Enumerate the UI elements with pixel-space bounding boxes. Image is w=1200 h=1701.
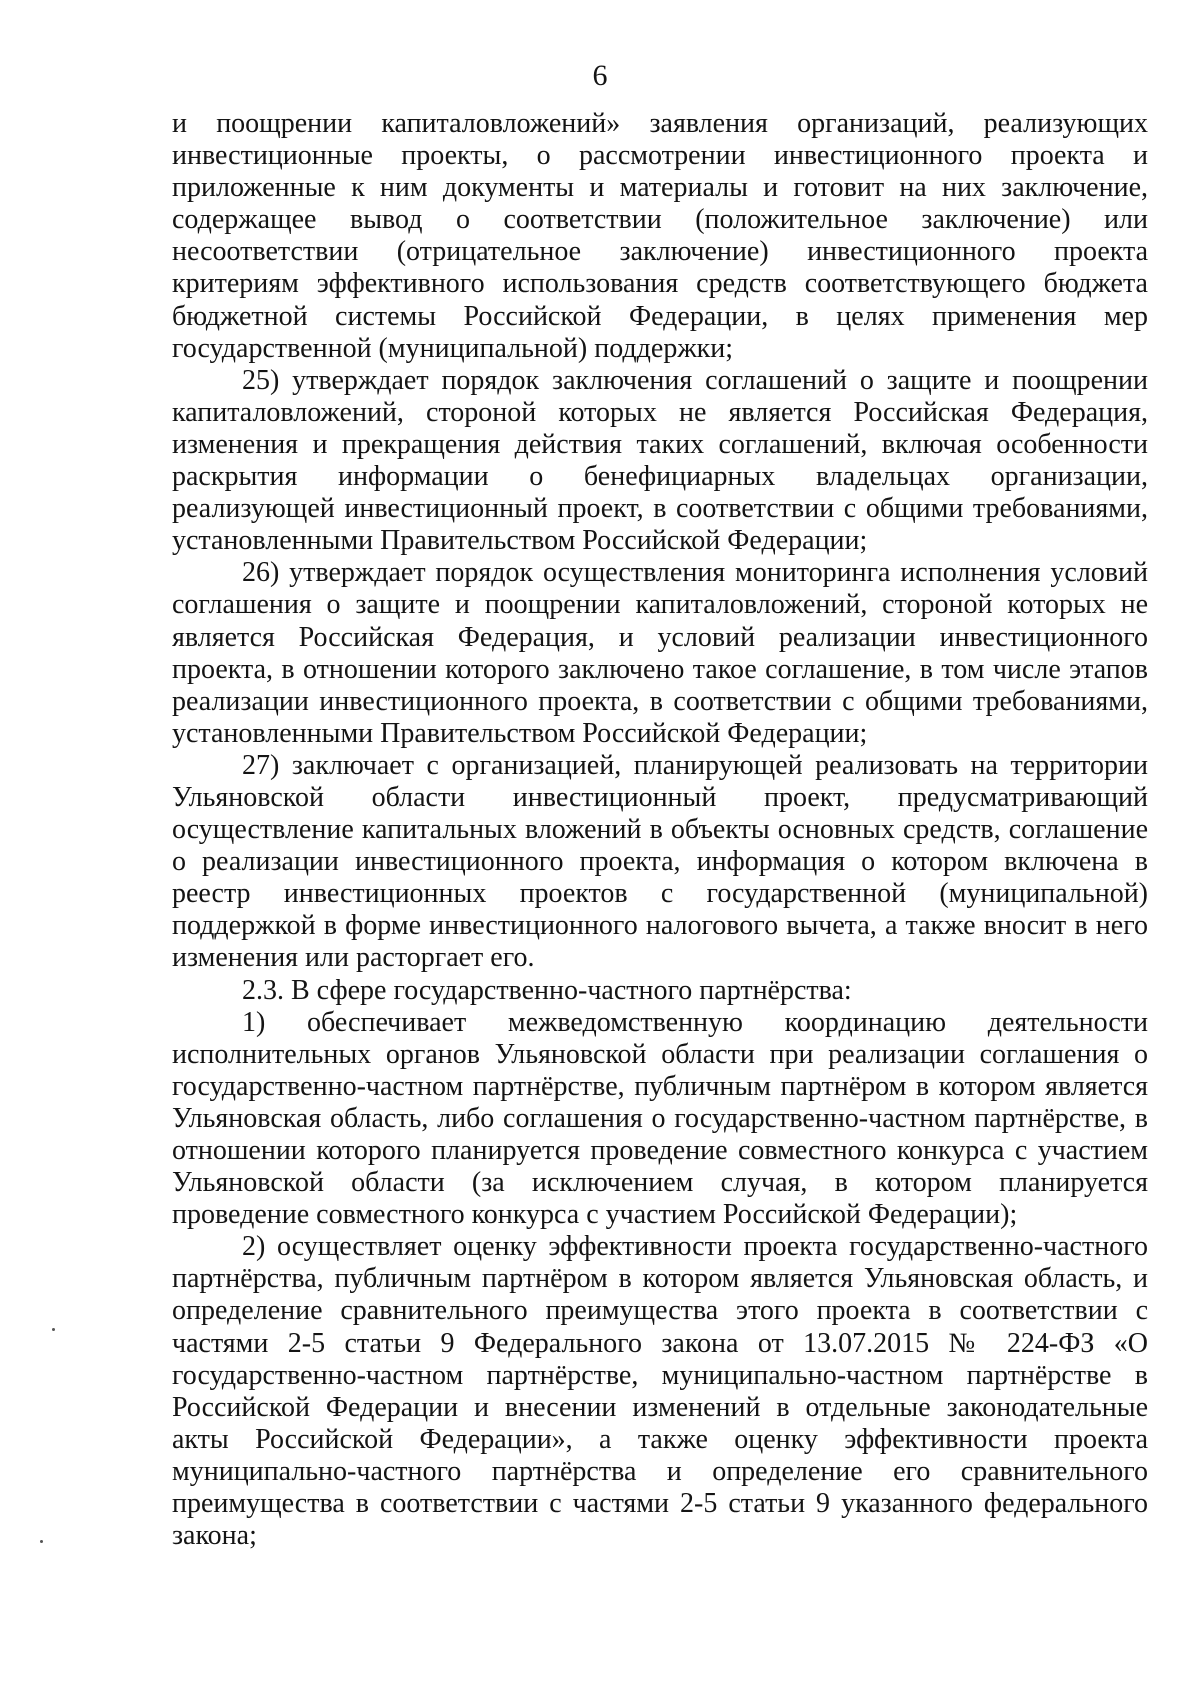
scan-speck [52,1328,55,1331]
paragraph-item-2: 2) осуществляет оценку эффективности проекта государственно-частного партнёрства, публичным партнёром в котором является Ульяновская область, и определение сравнительного преимущества этого проекта в соответствии с частями 2-5 статьи 9 Федерального закона от 13.07.2015 № 224-ФЗ «О государственно-частном партнёрстве, муниципально-частном партнёрстве в Российской Федерации и внесении изменений в отдельные законодательные акты Российской Федерации», а также оценку эффективности проекта муниципально-частного партнёрства и определение его сравнительного преимущества в соответствии с частями 2-5 статьи 9 указанного федерального закона; [172,1231,1148,1552]
paragraph-item-26: 26) утверждает порядок осуществления мониторинга исполнения условий соглашения о защите и поощрении капиталовложений, стороной которых не является Российская Федерация, и условий реализации инвестиционного проекта, в отношении которого заключено такое соглашение, в том числе этапов реализации инвестиционного проекта, в соответствии с общими требованиями, установленными Правительством Российской Федерации; [172,557,1148,749]
page-number: 6 [592,59,608,92]
paragraph-item-27: 27) заключает с организацией, планирующей реализовать на территории Ульяновской области инвестиционный проект, предусматривающий осуществление капитальных вложений в объекты основных средств, соглашение о реализации инвестиционного проекта, информация о котором включена в реестр инвестиционных проектов с государственной (муниципальной) поддержкой в форме инвестиционного налогового вычета, а также вносит в него изменения или расторгает его. [172,749,1148,974]
paragraph-continuation: и поощрении капиталовложений» заявления организаций, реализующих инвестиционные проекты, о рассмотрении инвестиционного проекта и приложенные к ним документы и материалы и готовит на них заключение, содержащее вывод о соответствии (положительное заключение) или несоответствии (отрицательное заключение) инвестиционного проекта критериям эффективного использования средств соответствующего бюджета бюджетной системы Российской Федерации, в целях применения мер государственной (муниципальной) поддержки; [172,108,1148,364]
paragraph-item-25: 25) утверждает порядок заключения соглашений о защите и поощрении капиталовложений, стороной которых не является Российская Федерация, изменения и прекращения действия таких соглашений, включая особенности раскрытия информации о бенефициарных владельцах организации, реализующей инвестиционный проект, в соответствии с общими требованиями, установленными Правительством Российской Федерации; [172,364,1148,557]
scan-speck [40,1540,43,1543]
document-body [172,108,1148,1552]
section-heading-2-3: 2.3. В сфере государственно-частного партнёрства: [242,974,852,1006]
paragraph-item-1: 1) обеспечивает межведомственную координацию деятельности исполнительных органов Ульяновской области при реализации соглашения о государственно-частном партнёрстве, публичным партнёром в котором является Ульяновская область, либо соглашения о государственно-частном партнёрстве, в отношении которого планируется проведение совместного конкурса с участием Ульяновской области (за исключением случая, в котором планируется проведение совместного конкурса с участием Российской Федерации); [172,1006,1148,1231]
